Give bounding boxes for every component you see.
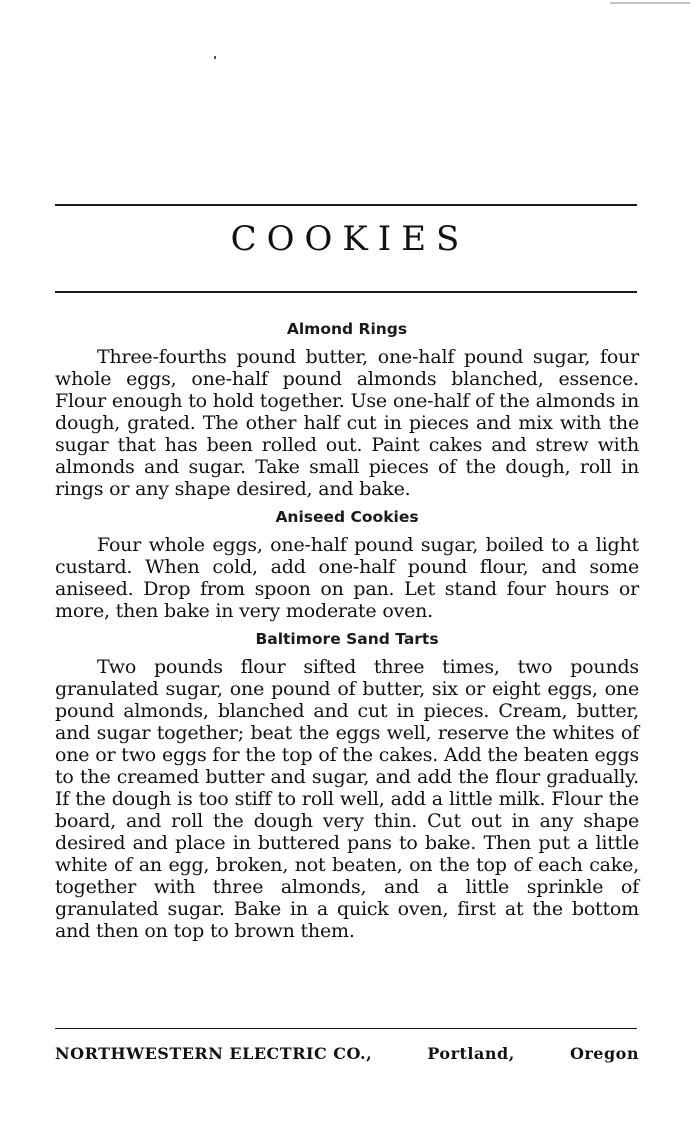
- recipe-title: Baltimore Sand Tarts: [255, 630, 439, 648]
- chapter-title: COOKIES: [230, 219, 470, 259]
- footer-company: NORTHWESTERN ELECTRIC CO.,: [55, 1044, 373, 1063]
- recipe-title: Aniseed Cookies: [275, 508, 419, 526]
- footer-rule: [55, 1028, 637, 1029]
- recipe-baltimore-sand-tarts: [55, 628, 639, 942]
- edge-speckle: [610, 2, 690, 4]
- footer-imprint: [55, 1044, 639, 1063]
- recipe-aniseed-cookies: [55, 506, 639, 622]
- recipe-almond-rings: [55, 318, 639, 500]
- title-underline-rule: [55, 291, 637, 293]
- top-rule: [55, 204, 637, 206]
- footer-city: Portland,: [427, 1044, 515, 1063]
- recipe-text: Three-fourths pound butter, one-half pound sugar, four whole eggs, one-half pound almonds blanched, essence. Flour enough to hold together. Use one-half of the almonds in dough, grated. The other half cut in pieces and mix with the sugar that has been rolled out. Paint cakes and strew with almonds and sugar. Take small pieces of the dough, roll in rings or any shape desired, and bake.: [55, 346, 639, 500]
- recipe-content: [55, 318, 639, 948]
- recipe-title: Almond Rings: [286, 320, 408, 338]
- speck-mark: [214, 56, 216, 59]
- footer-state: Oregon: [569, 1044, 639, 1063]
- recipe-text: Four whole eggs, one-half pound sugar, boiled to a light custard. When cold, add one-half pound flour, and some aniseed. Drop from spoon on pan. Let stand four hours or more, then bake in very moderate oven.: [55, 534, 639, 622]
- recipe-text: Two pounds flour sifted three times, two pounds granulated sugar, one pound of butter, six or eight eggs, one pound almonds, blanched and cut in pieces. Cream, butter, and sugar together; beat the eggs well, reserve the whites of one or two eggs for the top of the cakes. Add the beaten eggs to the creamed butter and sugar, and add the flour gradually. If the dough is too stiff to roll well, add a little milk. Flour the board, and roll the dough very thin. Cut out in any shape desired and place in buttered pans to bake. Then put a little white of an egg, broken, not beaten, on the top of each cake, together with three almonds, and a little sprinkle of granulated sugar. Bake in a quick oven, first at the bottom and then on top to brown them.: [55, 656, 639, 942]
